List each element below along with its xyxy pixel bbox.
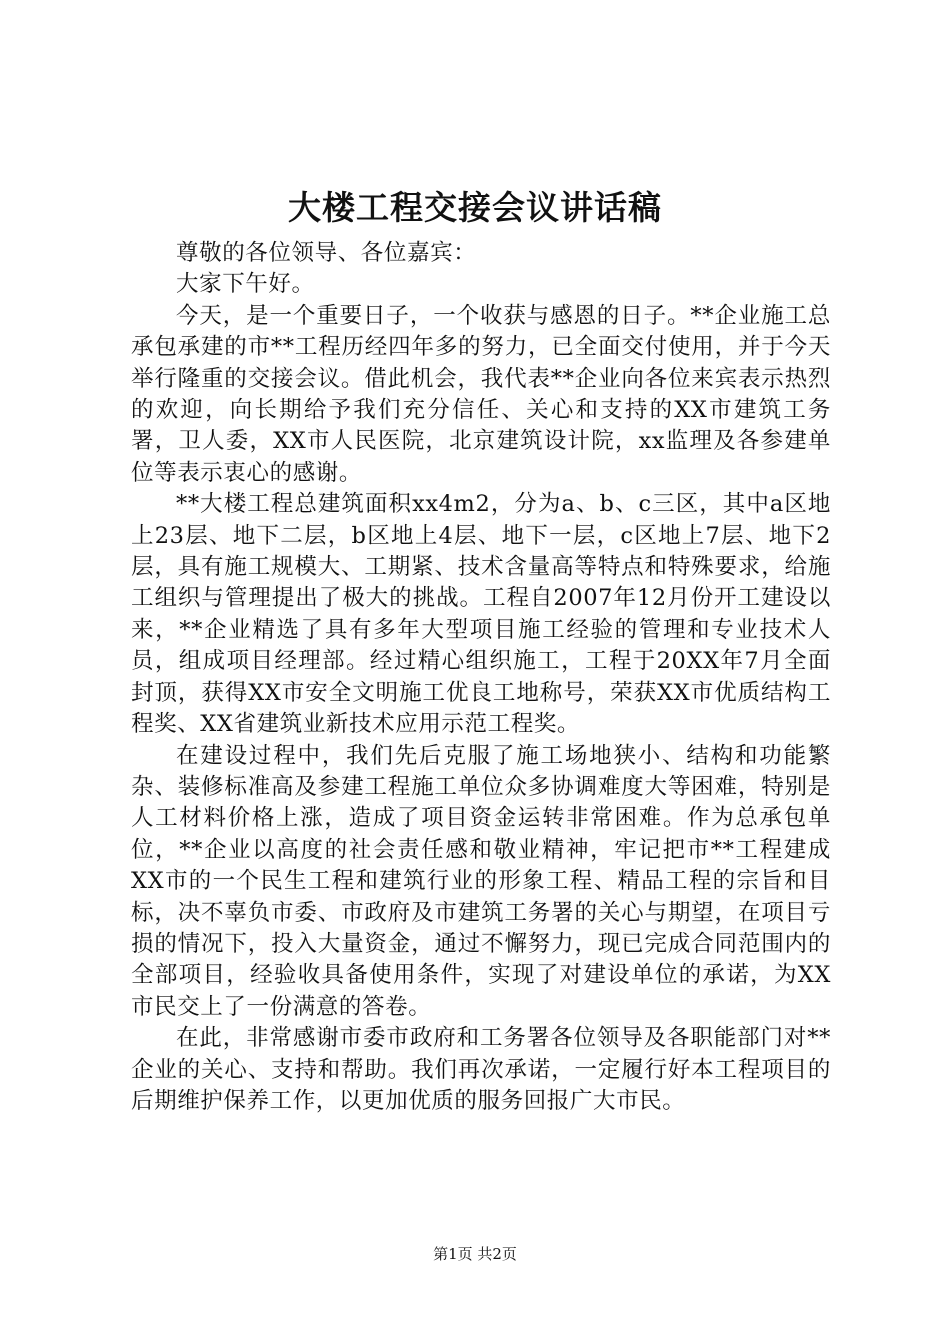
document-body bbox=[131, 238, 831, 1117]
paragraph: **大楼工程总建筑面积xx4m2，分为a、b、c三区，其中a区地上23层、地下二层，b区地上4层、地下一层，c区地上7层、地下2层，具有施工规模大、工期紧、技术含量高等特点和特殊要求，给施工组织与管理提出了极大的挑战。工程自2007年12月份开工建设以来，**企业精选了具有多年大型项目施工经验的管理和专业技术人员，组成项目经理部。经过精心组织施工，工程于20XX年7月全面封顶，获得XX市安全文明施工优良工地称号，荣获XX市优质结构工程奖、XX省建筑业新技术应用示范工程奖。 bbox=[131, 491, 831, 738]
page-footer: 第1页 共2页 bbox=[433, 1245, 517, 1263]
paragraph: 在此，非常感谢市委市政府和工务署各位领导及各职能部门对**企业的关心、支持和帮助。我们再次承诺，一定履行好本工程项目的后期维护保养工作，以更加优质的服务回报广大市民。 bbox=[131, 1025, 831, 1114]
greeting: 大家下午好。 bbox=[176, 271, 315, 298]
paragraph: 在建设过程中，我们先后克服了施工场地狭小、结构和功能繁杂、装修标准高及参建工程施工单位众多协调难度大等困难，特别是人工材料价格上涨，造成了项目资金运转非常困难。作为总承包单位，**企业以高度的社会责任感和敬业精神，牢记把市**工程建成XX市的一个民生工程和建筑行业的形象工程、精品工程的宗旨和目标，决不辜负市委、市政府及市建筑工务署的关心与期望，在项目亏损的情况下，投入大量资金，通过不懈努力，现已完成合同范围内的全部项目，经验收具备使用条件，实现了对建设单位的承诺，为XX市民交上了一份满意的答卷。 bbox=[131, 742, 831, 1020]
salutation: 尊敬的各位领导、各位嘉宾： bbox=[176, 240, 477, 266]
document-title: 大楼工程交接会议讲话稿 bbox=[288, 188, 662, 227]
paragraph: 今天，是一个重要日子，一个收获与感恩的日子。**企业施工总承包承建的市**工程历经四年多的努力，已全面交付使用，并于今天举行隆重的交接会议。借此机会，我代表**企业向各位来宾表示热烈的欢迎，向长期给予我们充分信任、关心和支持的XX市建筑工务署，卫人委，XX市人民医院，北京建筑设计院，xx监理及各参建单位等表示衷心的感谢。 bbox=[131, 302, 831, 486]
